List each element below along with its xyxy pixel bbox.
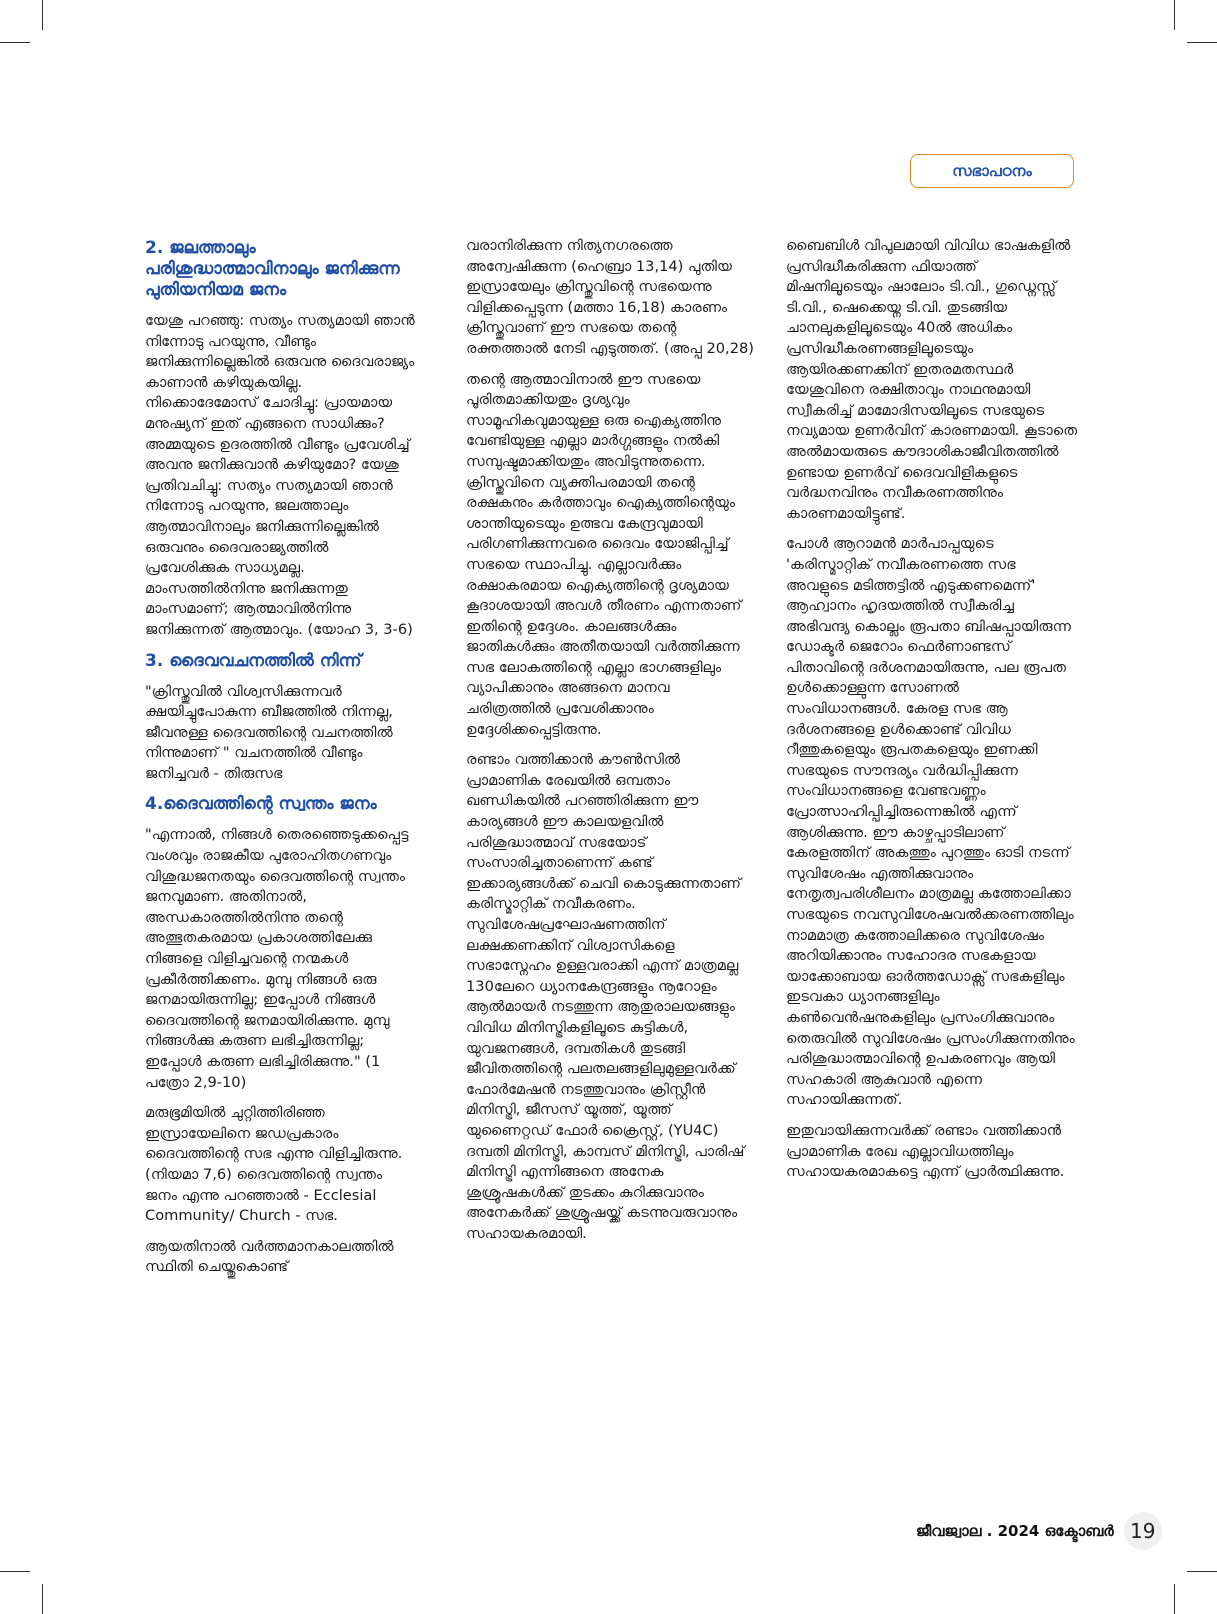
paragraph: വരാനിരിക്കുന്ന നിത്യനഗരത്തെ അന്വേഷിക്കുന്ന (ഹെബ്രാ 13,14) പുതിയ ഇസ്രായേലും ക്രിസ്തുവിന്റെ സഭയെന്നു വിളിക്കപ്പെടുന്ന (മത്താ 16,18) കാരണം ക്രിസ്തുവാണ് ഈ സഭയെ തന്റെ രക്തത്താൽ നേടി എടുത്തത്. (അപ്പ 20,28): [466, 237, 754, 357]
section-badge: സഭാപഠനം: [910, 154, 1074, 188]
crop-mark: [42, 1584, 43, 1614]
crop-mark: [0, 1571, 30, 1572]
page-number: 19: [1124, 1512, 1162, 1550]
crop-mark: [42, 0, 43, 30]
paragraph: "എന്നാൽ, നിങ്ങൾ തെരഞ്ഞെടുക്കപ്പെട്ട വംശവും രാജകീയ പുരോഹിതഗണവും വിശുദ്ധജനതയും ദൈവത്തിന്റെ സ്വന്തം ജനവുമാണ. അതിനാൽ, അന്ധകാരത്തിൽനിന്നു തന്റെ അത്ഭുതകരമായ പ്രകാശത്തിലേക്കു നിങ്ങളെ വിളിച്ചവന്റെ നന്മകൾ പ്രകീർത്തിക്കണം. മുമ്പു നിങ്ങൾ ഒരു ജനമായിരുന്നില്ല; ഇപ്പോൾ നിങ്ങൾ ദൈവത്തിന്റെ ജനമായിരിക്കുന്നു. മുമ്പു നിങ്ങൾക്കു കരുണ ലഭിച്ചിരുന്നില്ല; ഇപ്പോൾ കരുണ ലഭിച്ചിരിക്കുന്നു." (1 പത്രോ 2,9-10): [145, 826, 409, 1091]
magazine-name-date: ജീവജ്വാല . 2024 ഒക്ടോബർ: [916, 1522, 1114, 1540]
crop-mark: [0, 42, 30, 43]
paragraph: മരുഭൂമിയിൽ ചുറ്റിത്തിരിഞ്ഞ ഇസ്രായേലിനെ ജഡപ്രകാരം ദൈവത്തിന്റെ സഭ എന്നു വിളിച്ചിരുന്നു. (നിയമാ 7,6) ദൈവത്തിന്റെ സ്വന്തം ജനം എന്നു പറഞ്ഞാൽ - Ecclesial Community/ Church - സഭ.: [145, 1104, 403, 1225]
crop-mark: [1174, 0, 1175, 30]
paragraph: ആയതിനാൽ വർത്തമാനകാലത്തിൽ സ്ഥിതി ചെയ്തുകൊണ്ട്: [145, 1237, 394, 1276]
paragraph: യേശു പറഞ്ഞു: സത്യം സത്യമായി ഞാൻ നിന്നോടു പറയുന്നു, വീണ്ടും ജനിക്കുന്നില്ലെങ്കിൽ ഒരുവനു ദൈവരാജ്യം കാണാൻ കഴിയുകയില്ല. നിക്കൊദേമോസ് ചോദിച്ചു: പ്രായമായ മനുഷ്യന് ഇത് എങ്ങനെ സാധിക്കും? അമ്മയുടെ ഉദരത്തിൽ വീണ്ടും പ്രവേശിച്ച് അവനു ജനിക്കുവാൻ കഴിയുമോ? യേശു പ്രതിവചിച്ചു: സത്യം സത്യമായി ഞാൻ നിന്നോടു പറയുന്നു, ജലത്താലും ആത്മാവിനാലും ജനിക്കുന്നില്ലെങ്കിൽ ഒരുവനും ദൈവരാജ്യത്തിൽ പ്രവേശിക്കുക സാധ്യമല്ല. മാംസത്തിൽനിന്നു ജനിക്കുന്നതു മാംസമാണ്; ആത്മാവിൽനിന്നു ജനിക്കുന്നത് ആത്മാവും. (യോഹ 3, 3-6): [145, 312, 415, 638]
heading-2: 2. ജലത്താലും പരിശുദ്ധാത്മാവിനാലും ജനിക്കുന്ന പുതിയനിയമ ജനം: [145, 238, 400, 300]
paragraph: ഇതുവായിക്കുന്നവർക്ക് രണ്ടാം വത്തിക്കാൻ പ്രാമാണിക രേഖ എല്ലാവിധത്തിലും സഹായകരമാകട്ടെ എന്ന് പ്രാർത്ഥിക്കുന്നു.: [786, 1121, 1065, 1181]
paragraph: തന്റെ ആത്മാവിനാൽ ഈ സഭയെ പൂരിതമാക്കിയതും ദൃശ്യവും സാമൂഹികവുമായുള്ള ഒരു ഐക്യത്തിനു വേണ്ടിയുള്ള എല്ലാ മാർഗ്ഗങ്ങളും നൽകി സമ്പുഷ്ടമാക്കിയതും അവിടുന്നുതന്നെ. ക്രിസ്തുവിനെ വ്യക്തിപരമായി തന്റെ രക്ഷകനും കർത്താവും ഐക്യത്തിന്റെയും ശാന്തിയുടെയും ഉത്ഭവ കേന്ദ്രവുമായി പരിഗണിക്കുന്നവരെ ദൈവം യോജിപ്പിച്ച് സഭയെ സ്ഥാപിച്ചു. എല്ലാവർക്കും രക്ഷാകരമായ ഐക്യത്തിന്റെ ദൃശ്യമായ കൂദാശയായി അവൾ തീരണം എന്നതാണ് ഇതിന്റെ ഉദ്ദേശം. കാലങ്ങൾക്കും ജാതികൾക്കും അതീതയായി വർത്തിക്കുന്ന സഭ ലോകത്തിന്റെ എല്ലാ ഭാഗങ്ങളിലും വ്യാപിക്കാനും അങ്ങനെ മാനവ ചരിത്രത്തിൽ പ്രവേശിക്കാനും ഉദ്ദേശിക്കപ്പെട്ടിരുന്നു.: [466, 370, 742, 738]
paragraph: പോൾ ആറാമൻ മാർപാപ്പയുടെ 'കരിസ്മാറ്റിക് നവീകരണത്തെ സഭ അവളുടെ മടിത്തട്ടിൽ എടുക്കണമെന്ന്' ആഹ്വാനം ഹൃദയത്തിൽ സ്വീകരിച്ച അഭിവന്ദ്യ കൊല്ലം രൂപതാ ബിഷപ്പായിരുന്ന ഡോക്ടർ ജെറോം ഫെർണാണ്ടസ് പിതാവിന്റെ ദർശനമായിരുന്നു, പല രൂപത ഉൾക്കൊള്ളുന്ന സോണൽ സംവിധാനങ്ങൾ. കേരള സഭ ആ ദർശനങ്ങളെ ഉൾക്കൊണ്ട് വിവിധ റീത്തുകളെയും രൂപതകളെയും ഇണക്കി സഭയുടെ സൗന്ദര്യം വർദ്ധിപ്പിക്കുന്ന സംവിധാനങ്ങളെ വേണ്ടവണ്ണം പ്രോത്സാഹിപ്പിച്ചിരുന്നെങ്കിൽ എന്ന് ആശിക്കുന്നു. ഈ കാഴ്ചപ്പാടിലാണ് കേരളത്തിന് അകത്തും പുറത്തും ഓടി നടന്ന് സുവിശേഷം എത്തിക്കുവാനും നേതൃത്വപരിശീലനം മാത്രമല്ല കത്തോലിക്കാ സഭയുടെ നവസുവിശേഷവൽക്കരണത്തിലും നാമമാത്ര കത്തോലിക്കരെ സുവിശേഷം അറിയിക്കാനും സഹോദര സഭകളായ യാക്കോബായ ഓർത്തഡോക്സ് സഭകളിലും ഇടവകാ ധ്യാനങ്ങളിലും കൺവെൻഷനുകളിലും പ്രസംഗിക്കുവാനും തെരുവിൽ സുവിശേഷം പ്രസംഗിക്കുന്നതിനും പരിശുദ്ധാത്മാവിന്റെ ഉപകരണവും ആയി സഹകാരി ആകുവാൻ എന്നെ സഹായിക്കുന്നത്.: [786, 535, 1075, 1109]
column-3: [786, 236, 1078, 1193]
paragraph: ബൈബിൾ വിപുലമായി വിവിധ ഭാഷകളിൽ പ്രസിദ്ധീകരിക്കുന്ന ഫിയാത്ത് മിഷനിലൂടെയും ഷാലോം ടി.വി., ഗുഡ്നെസ്സ് ടി.വി., ഷെക്കെയ്ന ടി.വി. തുടങ്ങിയ ചാനലുകളിലൂടെയും 40ൽ അധികം പ്രസിദ്ധീകരണങ്ങളിലൂടെയും ആയിരക്കണക്കിന് ഇതരമതസ്ഥർ യേശുവിനെ രക്ഷിതാവും നാഥനുമായി സ്വീകരിച്ച് മാമോദിസയിലൂടെ സഭയുടെ നവ്യമായ ഉണർവിന് കാരണമായി. കൂടാതെ അൽമായരുടെ കൗദാശികാജീവിതത്തിൽ ഉണ്ടായ ഉണർവ് ദൈവവിളികളുടെ വർദ്ധനവിനും നവീകരണത്തിനും കാരണമായിട്ടുണ്ട്.: [786, 237, 1078, 522]
column-1: [145, 236, 417, 1288]
paragraph: രണ്ടാം വത്തിക്കാൻ കൗൺസിൽ പ്രാമാണിക രേഖയിൽ ഒമ്പതാം ഖണ്ഡികയിൽ പറഞ്ഞിരിക്കുന്ന ഈ കാര്യങ്ങൾ ഈ കാലയളവിൽ പരിശുദ്ധാത്മാവ് സഭയോട് സംസാരിച്ചതാണെന്ന് കണ്ട് ഇക്കാര്യങ്ങൾക്ക് ചെവി കൊടുക്കുന്നതാണ് കരിസ്മാറ്റിക് നവീകരണം. സുവിശേഷപ്രഘോഷണത്തിന് ലക്ഷക്കണക്കിന് വിശ്വാസികളെ സഭാസ്നേഹം ഉള്ളവരാക്കി എന്ന് മാത്രമല്ല 130ലേറെ ധ്യാനകേന്ദ്രങ്ങളും നൂറോളം ആൽമായർ നടത്തുന്ന ആതുരാലയങ്ങളും വിവിധ മിനിസ്ട്രികളിലൂടെ കുട്ടികൾ, യുവജനങ്ങൾ, ദമ്പതികൾ തുടങ്ങി ജീവിതത്തിന്റെ പലതലങ്ങളിലുമുള്ളവർക്ക് ഫോർമേഷൻ നടത്തുവാനും ക്രിസ്റ്റീൻ മിനിസ്ട്രി, ജീസസ് യൂത്ത്, യൂത്ത് യുണൈറ്റഡ് ഫോർ ക്രൈസ്റ്റ്, (YU4C) ദമ്പതി മിനിസ്ട്രി, കാമ്പസ് മിനിസ്ട്രി, പാരിഷ് മിനിസ്ട്രി എന്നിങ്ങനെ അനേക ശുശ്രൂഷകൾക്ക് തുടക്കം കുറിക്കുവാനും അനേകർക്ക് ശുശ്രൂഷയ്ക്ക് കടന്നുവരുവാനും സഹായകരമായി.: [466, 751, 745, 1242]
page-footer: [916, 1512, 1162, 1550]
heading-3: 3. ദൈവവചനത്തിൽ നിന്ന്: [145, 650, 362, 671]
column-2: [466, 236, 758, 1255]
crop-mark: [1187, 42, 1217, 43]
crop-mark: [1174, 1584, 1175, 1614]
crop-mark: [1187, 1571, 1217, 1572]
paragraph: "ക്രിസ്തുവിൽ വിശ്വസിക്കുന്നവർ ക്ഷയിച്ചുപോകുന്ന ബീജത്തിൽ നിന്നല്ല, ജീവനുള്ള ദൈവത്തിന്റെ വചനത്തിൽ നിന്നുമാണ് " വചനത്തിൽ വീണ്ടും ജനിച്ചവർ - തിരുസഭ: [145, 682, 393, 782]
heading-4: 4.ദൈവത്തിന്റെ സ്വന്തം ജനം: [145, 794, 377, 815]
